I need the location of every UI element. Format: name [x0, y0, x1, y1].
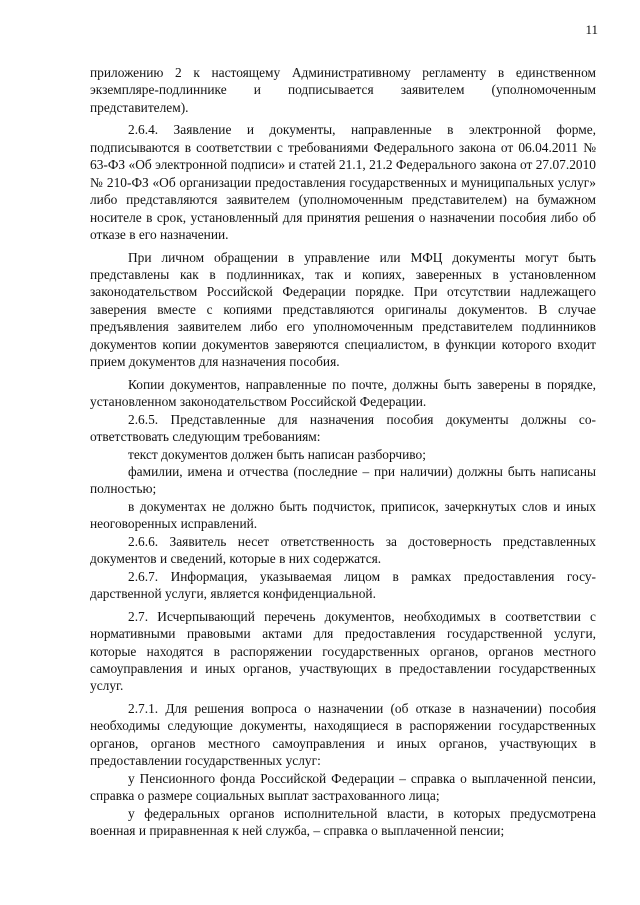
requirement-legible-text: текст документов должен быть написан разборчиво; — [128, 446, 426, 462]
paragraph-2-6-7: 2.6.7. Информация, указываемая лицом в рамках предоставления государственной услуги, является конфиденциальной. — [90, 568, 596, 602]
paragraph-2-6-4: 2.6.4. Заявление и документы, направленные в электронной форме, подписываются в соответствии с требованиями Федерального закона от 06.04.2011 № 63-ФЗ «Об электронной подписи» и статей 21.1, 21.2 Федерального закона от 27.07.2010 № 210-ФЗ «Об организации предоставления государственных и муниципальных услуг» либо представляются заявителем (уполномоченным представителем) на бумажном носителе в срок, установленный для принятия решения о назначении пособия либо об отказе в его назначении. — [90, 122, 596, 243]
paragraph-2-6-5: 2.6.5. Представленные для назначения пособия документы должны соответствовать следующим требованиям: — [90, 411, 596, 445]
requirement-full-names: фамилии, имена и отчества (последние – при наличии) должны быть написаны полностью; — [90, 463, 596, 497]
paragraph-personal-appeal: При личном обращении в управление или МФЦ документы могут быть представлены как в подлинниках, так и копиях, заверенных в установленном законодательством Российской Федерации порядке. При отсутствии надлежащего заверения вместе с копиями представляются оригиналы документов. В случае предъявления заявителем либо его уполномоченным представителем подлинников документов копии документов заверяются специалистом, в функции которого входит прием документов для назначения пособия. — [90, 249, 596, 370]
page-number: 11 — [585, 22, 598, 37]
item-federal-bodies: у федеральных органов исполнительной власти, в которых предусмотрена военная и приравненная к ней служба, – справка о выплаченной пенсии; — [90, 805, 596, 839]
paragraph-mail-copies: Копии документов, направленные по почте, должны быть заверены в порядке, установленном законодательством Российской Федерации. — [90, 376, 596, 410]
requirement-no-corrections: в документах не должно быть подчисток, приписок, зачеркнутых слов и иных неоговоренных исправлений. — [90, 498, 596, 532]
item-pension-fund: у Пенсионного фонда Российской Федерации – справка о выплаченной пенсии, справка о размере социальных выплат застрахованного лица; — [90, 770, 596, 804]
paragraph-2-7: 2.7. Исчерпывающий перечень документов, необходимых в соответствии с нормативными правовыми актами для предоставления государственной услуги, которые находятся в распоряжении государственных органов, органов местного самоуправления и иных органов, участвующих в предоставлении государственных услуг. — [90, 608, 596, 694]
paragraph-2-6-6: 2.6.6. Заявитель несет ответственность за достоверность представленных документов и сведений, которые в них содержатся. — [90, 533, 596, 567]
paragraph-continuation: приложению 2 к настоящему Административному регламенту в единственном экземпляре-подлиннике и подписывается заявителем (уполномоченным представителем). — [90, 65, 596, 115]
paragraph-2-7-1: 2.7.1. Для решения вопроса о назначении (об отказе в назначении) пособия необходимы следующие документы, находящиеся в распоряжении государственных органов, органов местного самоуправления и иных органов, участвующих в предоставлении государственных услуг: — [90, 700, 596, 769]
document-body — [90, 64, 596, 839]
